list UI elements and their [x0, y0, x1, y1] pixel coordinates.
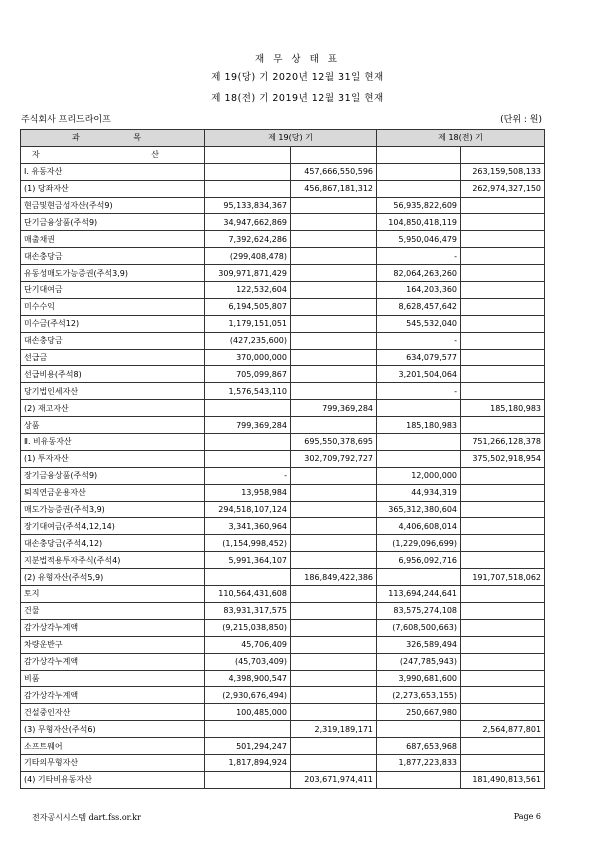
cell-prior-detail: 185,180,983: [377, 417, 461, 434]
footer-page-number: Page 6: [513, 812, 541, 821]
cell-prior-total: [461, 754, 545, 771]
cell-current-total: [291, 197, 377, 214]
cell-prior-total: 262,974,327,150: [461, 180, 545, 197]
table-row: [21, 687, 545, 704]
cell-account-label: 비품: [21, 670, 205, 687]
cell-prior-detail: (1,229,096,699): [377, 535, 461, 552]
table-row: [21, 738, 545, 755]
cell-account-label: 매도가능증권(주석3,9): [21, 501, 205, 518]
cell-current-total: [291, 619, 377, 636]
table-row: [21, 265, 545, 282]
period-prior: 제 18(전) 기 2019년 12월 31일 현재: [211, 93, 384, 104]
cell-empty: [377, 146, 461, 163]
cell-prior-total: 751,266,128,378: [461, 434, 545, 451]
cell-current-detail: (299,408,478): [205, 248, 291, 265]
table-row: [21, 704, 545, 721]
cell-empty: [291, 146, 377, 163]
cell-prior-total: [461, 197, 545, 214]
table-row: [21, 298, 545, 315]
cell-prior-detail: 83,575,274,108: [377, 602, 461, 619]
cell-current-detail: [205, 163, 291, 180]
cell-prior-detail: [377, 450, 461, 467]
header-account-a: 과: [72, 133, 80, 143]
section-label-b: 산: [151, 150, 159, 160]
cell-current-total: [291, 332, 377, 349]
cell-account-label: Ⅰ. 유동자산: [21, 163, 205, 180]
cell-current-detail: (45,703,409): [205, 653, 291, 670]
table-row: [21, 231, 545, 248]
table-row: [21, 754, 545, 771]
table-row: [21, 636, 545, 653]
cell-prior-detail: [377, 180, 461, 197]
cell-prior-total: 263,159,508,133: [461, 163, 545, 180]
cell-account-label: (1) 당좌자산: [21, 180, 205, 197]
cell-prior-total: [461, 366, 545, 383]
cell-current-detail: [205, 569, 291, 586]
cell-prior-detail: 365,312,380,604: [377, 501, 461, 518]
cell-account-label: 기타의무형자산: [21, 754, 205, 771]
table-row: [21, 163, 545, 180]
cell-current-detail: 3,341,360,964: [205, 518, 291, 535]
table-row: [21, 586, 545, 603]
cell-current-total: [291, 535, 377, 552]
cell-current-total: [291, 298, 377, 315]
company-name: 주식회사 프리드라이프: [21, 115, 111, 125]
cell-current-detail: 5,991,364,107: [205, 552, 291, 569]
table-row: [21, 248, 545, 265]
cell-prior-total: [461, 349, 545, 366]
cell-prior-detail: 326,589,494: [377, 636, 461, 653]
cell-current-total: [291, 366, 377, 383]
table-row: [21, 484, 545, 501]
cell-current-total: 186,849,422,386: [291, 569, 377, 586]
cell-prior-detail: 3,990,681,600: [377, 670, 461, 687]
cell-account-label: (2) 재고자산: [21, 400, 205, 417]
footer-source: 전자공시시스템 dart.fss.or.kr: [32, 813, 141, 822]
cell-current-total: [291, 636, 377, 653]
cell-current-total: [291, 738, 377, 755]
cell-prior-detail: [377, 434, 461, 451]
cell-current-detail: (1,154,998,452): [205, 535, 291, 552]
cell-current-total: 799,369,284: [291, 400, 377, 417]
cell-prior-total: [461, 248, 545, 265]
table-row: [21, 315, 545, 332]
cell-current-total: [291, 231, 377, 248]
cell-prior-detail: -: [377, 248, 461, 265]
cell-current-detail: 294,518,107,124: [205, 501, 291, 518]
cell-prior-total: [461, 535, 545, 552]
cell-current-total: 456,867,181,312: [291, 180, 377, 197]
cell-current-detail: (9,215,038,850): [205, 619, 291, 636]
cell-current-total: [291, 467, 377, 484]
table-row: [21, 518, 545, 535]
cell-prior-detail: [377, 163, 461, 180]
cell-current-detail: 6,194,505,807: [205, 298, 291, 315]
cell-prior-total: 375,502,918,954: [461, 450, 545, 467]
cell-current-total: [291, 265, 377, 282]
cell-account-label: 단기금융상품(주석9): [21, 214, 205, 231]
cell-account-label: 건설중인자산: [21, 704, 205, 721]
cell-prior-detail: 44,934,319: [377, 484, 461, 501]
cell-prior-detail: 5,950,046,479: [377, 231, 461, 248]
cell-account-label: 단기대여금: [21, 282, 205, 299]
cell-prior-total: 181,490,813,561: [461, 771, 545, 788]
cell-prior-total: [461, 214, 545, 231]
table-row: [21, 332, 545, 349]
cell-account-label: 현금및현금성자산(주석9): [21, 197, 205, 214]
cell-current-total: [291, 518, 377, 535]
table-row: [21, 383, 545, 400]
cell-prior-total: [461, 619, 545, 636]
table-row: [21, 366, 545, 383]
cell-prior-total: [461, 315, 545, 332]
cell-account-label: 감가상각누계액: [21, 619, 205, 636]
cell-prior-total: [461, 704, 545, 721]
cell-empty: [461, 146, 545, 163]
cell-current-total: [291, 383, 377, 400]
cell-prior-total: 2,564,877,801: [461, 721, 545, 738]
cell-current-total: [291, 552, 377, 569]
cell-prior-total: [461, 383, 545, 400]
cell-current-detail: 1,179,151,051: [205, 315, 291, 332]
cell-current-detail: 501,294,247: [205, 738, 291, 755]
table-row: [21, 501, 545, 518]
cell-prior-detail: 250,667,980: [377, 704, 461, 721]
cell-account-label: 상품: [21, 417, 205, 434]
cell-current-total: [291, 282, 377, 299]
table-row: [21, 721, 545, 738]
unit-label: (단위 : 원): [500, 115, 542, 125]
cell-prior-detail: [377, 400, 461, 417]
cell-current-total: [291, 501, 377, 518]
cell-prior-detail: (7,608,500,663): [377, 619, 461, 636]
cell-current-detail: [205, 400, 291, 417]
cell-current-detail: [205, 771, 291, 788]
cell-current-total: [291, 670, 377, 687]
cell-prior-detail: 634,079,577: [377, 349, 461, 366]
cell-current-detail: 799,369,284: [205, 417, 291, 434]
cell-current-total: [291, 687, 377, 704]
cell-current-total: 302,709,792,727: [291, 450, 377, 467]
section-row: [21, 146, 545, 163]
cell-current-detail: 4,398,900,547: [205, 670, 291, 687]
cell-current-detail: 1,576,543,110: [205, 383, 291, 400]
cell-current-total: [291, 417, 377, 434]
cell-current-detail: 45,706,409: [205, 636, 291, 653]
cell-prior-detail: 3,201,504,064: [377, 366, 461, 383]
cell-account-label: 매출채권: [21, 231, 205, 248]
cell-current-total: [291, 484, 377, 501]
cell-current-total: [291, 653, 377, 670]
cell-account-label: 미수금(주석12): [21, 315, 205, 332]
table-row: [21, 467, 545, 484]
cell-current-detail: 7,392,624,286: [205, 231, 291, 248]
cell-prior-total: [461, 518, 545, 535]
header-prior-period: 제 18(전) 기: [377, 130, 545, 147]
cell-current-detail: 13,958,984: [205, 484, 291, 501]
cell-prior-detail: (2,273,653,155): [377, 687, 461, 704]
table-row: [21, 552, 545, 569]
cell-prior-detail: 113,694,244,641: [377, 586, 461, 603]
cell-current-detail: 705,099,867: [205, 366, 291, 383]
cell-account-label: 유동성매도가능증권(주석3,9): [21, 265, 205, 282]
table-row: [21, 434, 545, 451]
cell-prior-total: 191,707,518,062: [461, 569, 545, 586]
cell-account-label: 대손충당금: [21, 332, 205, 349]
cell-prior-total: [461, 636, 545, 653]
cell-account-label: 감가상각누계액: [21, 653, 205, 670]
cell-current-total: 695,550,378,695: [291, 434, 377, 451]
table-row: [21, 602, 545, 619]
cell-account-label: 대손충당금(주석4,12): [21, 535, 205, 552]
cell-current-detail: [205, 180, 291, 197]
table-row: [21, 450, 545, 467]
table-row: [21, 653, 545, 670]
cell-account-label: 감가상각누계액: [21, 687, 205, 704]
header-current-period: 제 19(당) 기: [205, 130, 377, 147]
table-row: [21, 197, 545, 214]
cell-account-label: 선급금: [21, 349, 205, 366]
cell-current-total: 203,671,974,411: [291, 771, 377, 788]
cell-account-label: 토지: [21, 586, 205, 603]
section-label-a: 자: [32, 150, 40, 160]
cell-account-label: (3) 무형자산(주석6): [21, 721, 205, 738]
cell-prior-total: [461, 687, 545, 704]
cell-current-detail: 110,564,431,608: [205, 586, 291, 603]
cell-account-label: 미수수익: [21, 298, 205, 315]
cell-prior-detail: 4,406,608,014: [377, 518, 461, 535]
table-row: [21, 619, 545, 636]
cell-prior-detail: 82,064,263,260: [377, 265, 461, 282]
cell-current-total: [291, 602, 377, 619]
cell-current-detail: [205, 434, 291, 451]
table-row: [21, 282, 545, 299]
cell-current-detail: 1,817,894,924: [205, 754, 291, 771]
cell-prior-detail: -: [377, 383, 461, 400]
cell-prior-total: [461, 552, 545, 569]
cell-account-label: 대손충당금: [21, 248, 205, 265]
cell-current-detail: 83,931,317,575: [205, 602, 291, 619]
cell-prior-total: [461, 586, 545, 603]
cell-current-total: 457,666,550,596: [291, 163, 377, 180]
cell-current-total: [291, 315, 377, 332]
cell-account-label: 차량운반구: [21, 636, 205, 653]
cell-prior-detail: -: [377, 332, 461, 349]
cell-current-detail: (2,930,676,494): [205, 687, 291, 704]
cell-prior-total: [461, 231, 545, 248]
cell-account-label: 선급비용(주석8): [21, 366, 205, 383]
cell-current-total: [291, 586, 377, 603]
header-account-b: 목: [133, 133, 141, 143]
cell-prior-detail: 104,850,418,119: [377, 214, 461, 231]
cell-prior-total: [461, 467, 545, 484]
cell-current-detail: 370,000,000: [205, 349, 291, 366]
cell-empty: [205, 146, 291, 163]
table-row: [21, 214, 545, 231]
cell-current-detail: 122,532,604: [205, 282, 291, 299]
cell-prior-total: [461, 738, 545, 755]
cell-prior-detail: (247,785,943): [377, 653, 461, 670]
cell-prior-detail: [377, 771, 461, 788]
cell-account-label: (2) 유형자산(주석5,9): [21, 569, 205, 586]
cell-prior-detail: [377, 569, 461, 586]
cell-account-label: 건물: [21, 602, 205, 619]
cell-prior-total: [461, 282, 545, 299]
period-current: 제 19(당) 기 2020년 12월 31일 현재: [211, 72, 384, 83]
cell-prior-detail: [377, 721, 461, 738]
table-row: [21, 349, 545, 366]
cell-prior-total: [461, 653, 545, 670]
cell-current-total: [291, 349, 377, 366]
cell-prior-detail: 8,628,457,642: [377, 298, 461, 315]
cell-prior-detail: 12,000,000: [377, 467, 461, 484]
cell-prior-total: [461, 484, 545, 501]
cell-current-total: [291, 214, 377, 231]
cell-current-detail: 100,485,000: [205, 704, 291, 721]
cell-current-detail: 95,133,834,367: [205, 197, 291, 214]
cell-account-label: (1) 투자자산: [21, 450, 205, 467]
cell-prior-total: 185,180,983: [461, 400, 545, 417]
table-row: [21, 771, 545, 788]
cell-account-label: 장기대여금(주석4,12,14): [21, 518, 205, 535]
cell-current-detail: -: [205, 467, 291, 484]
cell-account-label: Ⅱ. 비유동자산: [21, 434, 205, 451]
table-row: [21, 400, 545, 417]
table-row: [21, 417, 545, 434]
cell-prior-total: [461, 501, 545, 518]
table-row: [21, 670, 545, 687]
cell-prior-detail: 545,532,040: [377, 315, 461, 332]
table-row: [21, 569, 545, 586]
cell-current-total: [291, 704, 377, 721]
cell-current-detail: [205, 450, 291, 467]
cell-prior-total: [461, 417, 545, 434]
cell-prior-detail: 6,956,092,716: [377, 552, 461, 569]
cell-prior-detail: 687,653,968: [377, 738, 461, 755]
cell-current-detail: 309,971,871,429: [205, 265, 291, 282]
cell-current-detail: 34,947,662,869: [205, 214, 291, 231]
cell-prior-total: [461, 670, 545, 687]
cell-prior-total: [461, 298, 545, 315]
cell-prior-total: [461, 265, 545, 282]
cell-current-detail: [205, 721, 291, 738]
cell-prior-total: [461, 332, 545, 349]
cell-account-label: 당기법인세자산: [21, 383, 205, 400]
statement-title: 재 무 상 태 표: [255, 54, 340, 65]
cell-current-total: [291, 754, 377, 771]
balance-sheet-table: [20, 129, 545, 789]
cell-current-total: [291, 248, 377, 265]
cell-account-label: 소프트웨어: [21, 738, 205, 755]
cell-prior-detail: 56,935,822,609: [377, 197, 461, 214]
table-row: [21, 180, 545, 197]
cell-current-detail: (427,235,600): [205, 332, 291, 349]
cell-account-label: 장기금융상품(주석9): [21, 467, 205, 484]
table-header-row: [21, 130, 545, 147]
cell-account-label: 퇴직연금운용자산: [21, 484, 205, 501]
cell-prior-total: [461, 602, 545, 619]
header-account: [21, 130, 205, 147]
cell-account-label: (4) 기타비유동자산: [21, 771, 205, 788]
cell-account-label: 지분법적용투자주식(주석4): [21, 552, 205, 569]
cell-current-total: 2,319,189,171: [291, 721, 377, 738]
section-label: [21, 146, 205, 163]
cell-prior-detail: 164,203,360: [377, 282, 461, 299]
table-row: [21, 535, 545, 552]
cell-prior-detail: 1,877,223,833: [377, 754, 461, 771]
